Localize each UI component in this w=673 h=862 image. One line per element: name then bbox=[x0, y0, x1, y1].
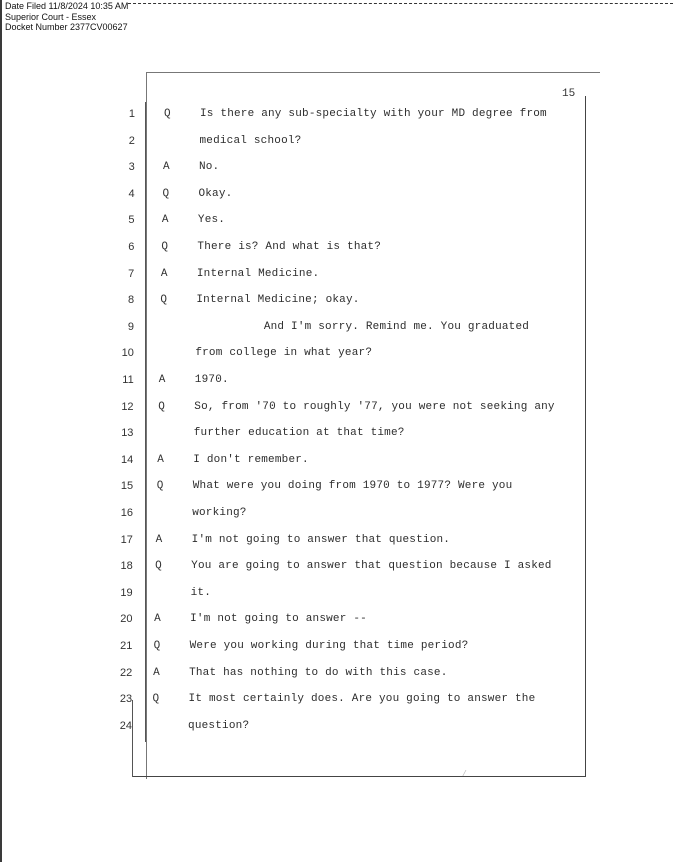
transcript-line bbox=[0, 534, 673, 554]
line-number: 14 bbox=[121, 453, 134, 466]
testimony-text: So, from '70 to roughly '77, you were not seeking any bbox=[194, 400, 555, 413]
page-number: 15 bbox=[562, 88, 576, 100]
transcript-line bbox=[0, 613, 673, 633]
line-number: 17 bbox=[120, 533, 133, 546]
transcript-line bbox=[0, 188, 673, 208]
testimony-text: You are going to answer that question because I asked bbox=[191, 560, 552, 573]
transcript-line bbox=[0, 587, 673, 607]
speaker-label: Q bbox=[162, 187, 170, 200]
testimony-text: I'm not going to answer -- bbox=[190, 613, 367, 626]
testimony-text: What were you doing from 1970 to 1977? Were you bbox=[192, 480, 513, 493]
testimony-text: That has nothing to do with this case. bbox=[189, 666, 448, 679]
speaker-label: Q bbox=[164, 108, 171, 120]
testimony-text: 1970. bbox=[194, 374, 229, 386]
testimony-text: medical school? bbox=[199, 134, 302, 147]
speaker-label: Q bbox=[156, 480, 164, 493]
transcript-line bbox=[0, 241, 673, 261]
speaker-label: Q bbox=[160, 294, 167, 307]
testimony-text: Yes. bbox=[197, 214, 226, 227]
testimony-text: I'm not going to answer that question. bbox=[191, 533, 451, 546]
scan-artifact: / bbox=[462, 770, 467, 779]
page-bottom-edge bbox=[132, 776, 586, 777]
transcript-line bbox=[0, 640, 673, 660]
testimony-text: from college in what year? bbox=[195, 347, 373, 360]
transcript-line bbox=[0, 720, 673, 740]
testimony-text: Okay. bbox=[198, 187, 233, 200]
speaker-label: Q bbox=[152, 693, 160, 706]
scan-top-dashed-border bbox=[128, 3, 673, 4]
line-number: 5 bbox=[128, 214, 135, 227]
line-number: 2 bbox=[128, 134, 135, 147]
testimony-text: it. bbox=[190, 586, 212, 599]
testimony-text: Is there any sub-specialty with your MD degree from bbox=[200, 108, 547, 120]
line-number: 24 bbox=[119, 719, 132, 732]
filing-docket: Docket Number 2377CV00627 bbox=[5, 22, 128, 32]
speaker-label: A bbox=[155, 533, 163, 546]
transcript-line bbox=[0, 214, 673, 234]
line-number: 11 bbox=[122, 374, 134, 386]
speaker-label: Q bbox=[158, 400, 165, 413]
speaker-label: Q bbox=[153, 640, 161, 652]
transcript-line bbox=[0, 108, 673, 128]
speaker-label: A bbox=[161, 214, 169, 227]
line-number: 10 bbox=[121, 347, 134, 360]
testimony-text: further education at that time? bbox=[193, 427, 405, 440]
line-number: 23 bbox=[119, 693, 133, 706]
line-number: 1 bbox=[128, 108, 135, 120]
line-number: 7 bbox=[128, 267, 135, 280]
testimony-text: Internal Medicine; okay. bbox=[196, 294, 360, 307]
transcript-line bbox=[0, 135, 673, 155]
testimony-text: And I'm sorry. Remind me. You graduated bbox=[263, 320, 530, 333]
testimony-text: No. bbox=[198, 161, 220, 174]
transcript-line bbox=[0, 560, 673, 580]
transcript-line bbox=[0, 667, 673, 687]
transcript-line bbox=[0, 454, 673, 474]
line-number: 18 bbox=[120, 560, 133, 573]
line-number: 12 bbox=[121, 400, 134, 413]
speaker-label: Q bbox=[161, 241, 168, 253]
speaker-label: A bbox=[153, 666, 160, 679]
speaker-label: A bbox=[157, 453, 164, 466]
speaker-label: Q bbox=[155, 560, 162, 573]
transcript-line bbox=[0, 693, 673, 713]
line-number: 22 bbox=[120, 666, 133, 679]
transcript-line bbox=[0, 268, 673, 288]
speaker-label: A bbox=[162, 161, 170, 174]
line-number: 20 bbox=[120, 613, 133, 626]
testimony-text: There is? And what is that? bbox=[197, 241, 382, 253]
filing-date: Date Filed 11/8/2024 10:35 AM bbox=[5, 1, 129, 11]
transcript-line bbox=[0, 507, 673, 527]
testimony-text: I don't remember. bbox=[193, 453, 309, 466]
line-number: 9 bbox=[127, 320, 134, 333]
line-number: 15 bbox=[120, 480, 134, 493]
line-number: 8 bbox=[127, 294, 135, 307]
transcript-line bbox=[0, 161, 673, 181]
transcript-line bbox=[0, 321, 673, 341]
testimony-text: working? bbox=[192, 507, 247, 519]
transcript-line bbox=[0, 427, 673, 447]
filing-stamp bbox=[5, 1, 128, 33]
transcript-line bbox=[0, 374, 673, 394]
transcript-line bbox=[0, 347, 673, 367]
testimony-text: Internal Medicine. bbox=[196, 267, 320, 280]
line-number: 16 bbox=[120, 507, 134, 519]
speaker-label: A bbox=[158, 374, 166, 386]
line-number: 13 bbox=[121, 427, 134, 440]
testimony-text: It most certainly does. Are you going to answer the bbox=[188, 693, 536, 706]
line-number: 3 bbox=[128, 161, 135, 174]
speaker-label: A bbox=[160, 267, 168, 280]
testimony-text: question? bbox=[188, 719, 250, 732]
transcript-line bbox=[0, 480, 673, 500]
line-number: 21 bbox=[120, 640, 133, 652]
testimony-text: Were you working during that time period? bbox=[189, 640, 469, 652]
line-number: 6 bbox=[128, 241, 135, 253]
speaker-label: A bbox=[154, 613, 161, 626]
filing-court: Superior Court - Essex bbox=[5, 11, 97, 22]
transcript-line bbox=[0, 401, 673, 421]
transcript-line bbox=[0, 294, 673, 314]
line-number: 19 bbox=[120, 586, 133, 599]
line-number: 4 bbox=[128, 187, 135, 200]
